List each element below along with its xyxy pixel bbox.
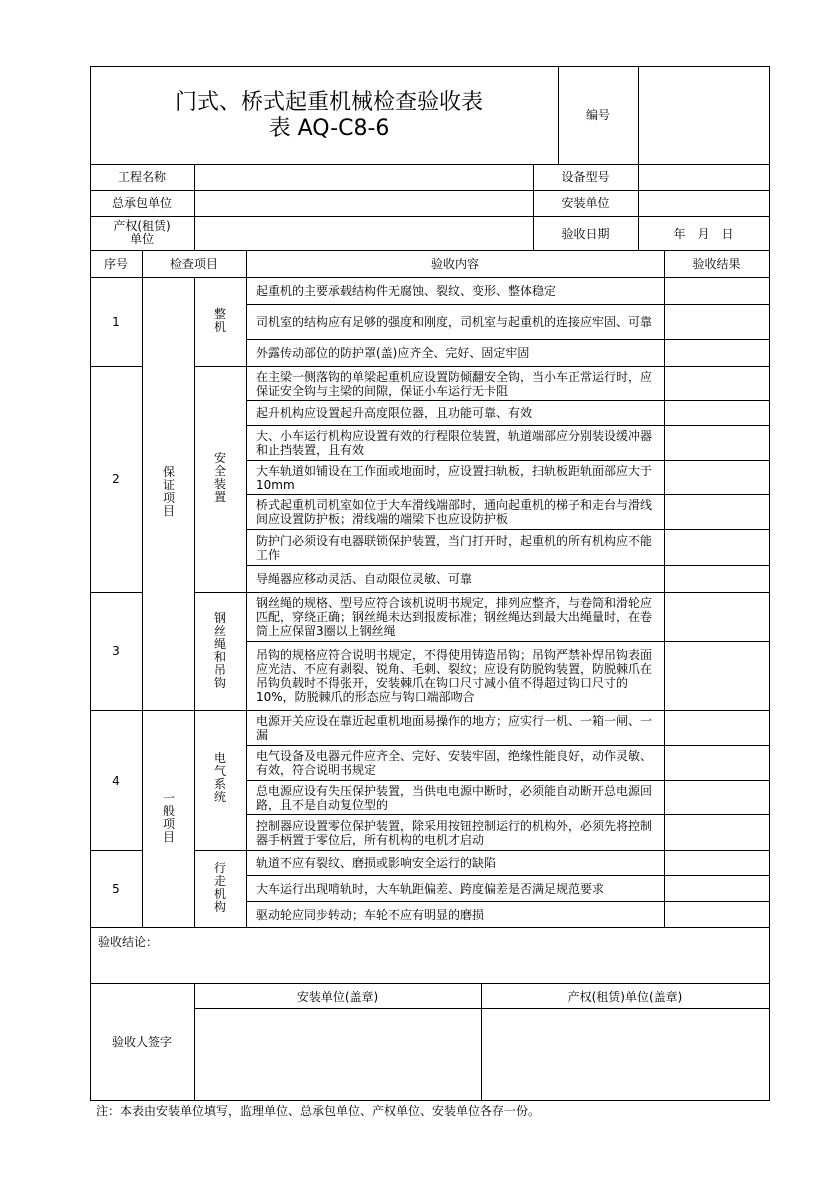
project-name-field[interactable] xyxy=(195,165,533,190)
install-seal-label: 安装单位(盖章) xyxy=(296,990,379,1004)
conclusion-label: 验收结论： xyxy=(98,935,159,949)
content-item: 大车轨道如铺设在工作面或地面时，应设置扫轨板，扫轨板距轨面部应大于10mm xyxy=(256,463,653,492)
content-item: 电气设备及电器元件应齐全、完好、安装牢固，绝缘性能良好，动作灵敏、有效，符合说明书规定 xyxy=(256,749,653,777)
row-seq-5: 5 xyxy=(112,882,120,896)
owner-unit-label-line2: 单位 xyxy=(129,232,154,246)
content-item: 大车运行出现啃轨时，大车轨距偏差、跨度偏差是否满足规范要求 xyxy=(256,881,605,896)
equipment-model-field[interactable] xyxy=(639,165,769,190)
content-item: 控制器应设置零位保护装置，除采用按钮控制运行的机构外，必须先将控制器手柄置于零位后，所有机构的电机才启动 xyxy=(256,818,653,847)
content-item: 防护门必须设有电器联锁保护装置，当门打开时，起重机的所有机构应不能工作 xyxy=(256,533,653,562)
general-contractor-field[interactable] xyxy=(195,191,533,216)
content-item: 司机室的结构应有足够的强度和刚度，司机室与起重机的连接应牢固、可靠 xyxy=(256,315,653,329)
category-whole-machine: 整机 xyxy=(213,307,226,334)
category-travel: 行走机构 xyxy=(213,861,226,914)
content-item: 吊钩的规格应符合说明书规定，不得使用铸造吊钩；吊钩严禁补焊吊钩表面应光洁、不应有剥裂、锐角、毛刺、裂纹；应设有防脱钩装置，防脱棘爪在吊钩负载时不得张开，安装棘爪在钩口尺寸减小值不得超过钩口尺寸的10%，防脱棘爪的形态应与钩口端部吻合 xyxy=(256,648,653,704)
col-item-header: 检查项目 xyxy=(169,257,218,271)
code-label: 编号 xyxy=(585,108,610,122)
install-unit-label: 安装单位 xyxy=(561,196,610,210)
signature-label: 验收人签字 xyxy=(111,1035,172,1049)
install-signature-field[interactable] xyxy=(195,1009,481,1100)
acceptance-date-value[interactable]: 年 月 日 xyxy=(673,227,734,241)
row-seq-1: 1 xyxy=(112,315,120,329)
content-item: 起重机的主要承载结构件无腐蚀、裂纹、变形、整体稳定 xyxy=(256,284,557,298)
owner-unit-label-line1: 产权(租赁) xyxy=(113,219,171,233)
group-general: 一般项目 xyxy=(162,791,175,844)
col-result-header: 验收结果 xyxy=(692,257,741,271)
owner-seal-label: 产权(租赁)单位(盖章) xyxy=(567,990,683,1004)
content-item: 大、小车运行机构应设置有效的行程限位装置，轨道端部应分别装设缓冲器和止挡装置，且有效 xyxy=(256,429,653,457)
row-seq-3: 3 xyxy=(112,644,120,658)
content-item: 电源开关应设在靠近起重机地面易操作的地方；应实行一机、一箱一闸、一漏 xyxy=(256,714,653,742)
page-subtitle: 表 AQ-C8-6 xyxy=(268,116,390,141)
col-seq-header: 序号 xyxy=(103,257,128,271)
content-item: 钢丝绳的规格、型号应符合该机说明书规定，排列应整齐，与卷筒和滑轮应匹配，穿绕正确；钢丝绳未达到报废标准；钢丝绳达到最大出绳量时，在卷筒上应保留3圈以上钢丝绳 xyxy=(256,596,653,638)
category-safety-device: 安全装置 xyxy=(213,451,226,504)
conclusion-field[interactable] xyxy=(91,950,769,983)
content-item: 导绳器应移动灵活、自动限位灵敏、可靠 xyxy=(256,572,473,586)
install-unit-field[interactable] xyxy=(639,191,769,216)
category-rope-hook: 钢丝绳和吊钩 xyxy=(213,611,226,690)
footnote: 注：本表由安装单位填写，监理单位、总承包单位、产权单位、安装单位各存一份。 xyxy=(96,1104,541,1118)
content-item: 起升机构应设置起升高度限位器，且功能可靠、有效 xyxy=(256,406,533,420)
equipment-model-label: 设备型号 xyxy=(561,170,610,184)
content-item: 轨道不应有裂纹、磨损或影响安全运行的缺陷 xyxy=(256,856,497,870)
row-seq-4: 4 xyxy=(112,774,120,788)
content-item: 总电源应设有失压保护装置，当供电电源中断时，必须能自动断开总电源回路，且不是自动复位型的 xyxy=(256,783,653,812)
col-content-header: 验收内容 xyxy=(430,257,479,271)
row-seq-2: 2 xyxy=(112,472,120,486)
category-electrical: 电气系统 xyxy=(213,751,226,804)
page-title: 门式、桥式起重机械检查验收表 xyxy=(174,90,483,115)
project-name-label: 工程名称 xyxy=(117,170,166,184)
result-field[interactable] xyxy=(665,278,769,927)
owner-unit-field[interactable] xyxy=(195,217,533,250)
content-item: 驱动轮应同步转动；车轮不应有明显的磨损 xyxy=(256,907,485,922)
group-guaranteed: 保证项目 xyxy=(162,465,175,518)
acceptance-date-label: 验收日期 xyxy=(561,227,610,241)
general-contractor-label: 总承包单位 xyxy=(111,196,172,210)
content-item: 在主梁一侧落钩的单梁起重机应设置防倾翻安全钩，当小车正常运行时，应保证安全钩与主梁的间隙，保证小车运行无卡阻 xyxy=(256,369,653,398)
content-item: 桥式起重机司机室如位于大车滑线端部时，通向起重机的梯子和走台与滑线间应设置防护板；滑线端的端梁下也应设防护板 xyxy=(256,498,653,526)
content-item: 外露传动部位的防护罩(盖)应齐全、完好、固定牢固 xyxy=(256,346,530,360)
owner-signature-field[interactable] xyxy=(482,1009,769,1100)
